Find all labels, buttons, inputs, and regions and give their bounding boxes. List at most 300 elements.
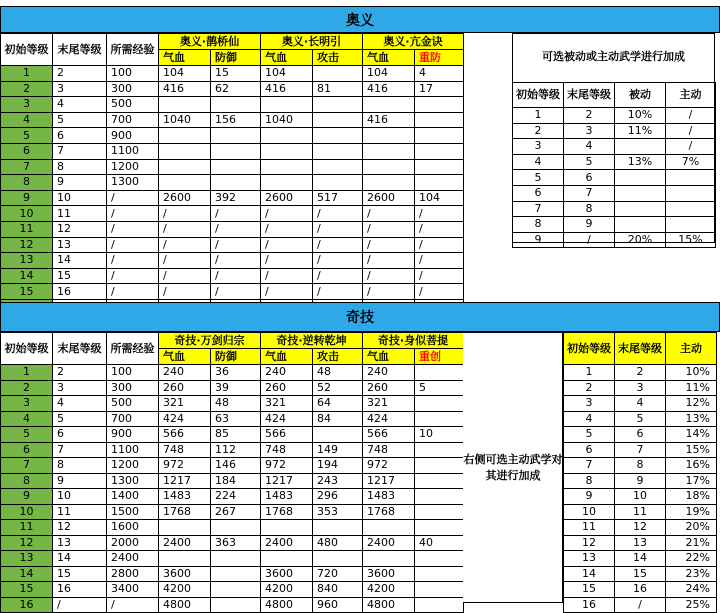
table-cell: / bbox=[261, 206, 313, 222]
table-row bbox=[564, 504, 717, 520]
table-cell: 112 bbox=[211, 442, 261, 458]
subheader: 攻击 bbox=[313, 349, 363, 365]
header-group-1: 奥义·鹊桥仙 bbox=[159, 34, 261, 50]
table-cell: 146 bbox=[211, 458, 261, 474]
table-cell: 12 bbox=[1, 237, 53, 253]
table-cell: 900 bbox=[107, 128, 159, 144]
table-cell: 424 bbox=[261, 411, 313, 427]
table-row bbox=[1, 66, 464, 82]
table-row bbox=[1, 365, 464, 381]
header-end-level: 末尾等级 bbox=[53, 333, 107, 365]
table-cell: 12 bbox=[1, 535, 53, 551]
table-cell: 7 bbox=[53, 143, 107, 159]
table-cell bbox=[615, 170, 666, 186]
table-cell: 13 bbox=[1, 253, 53, 269]
table-cell: 748 bbox=[261, 442, 313, 458]
table-cell: 10 bbox=[1, 206, 53, 222]
table-row bbox=[1, 504, 464, 520]
table-cell bbox=[363, 97, 415, 113]
table-cell: 11 bbox=[564, 520, 615, 536]
table-row bbox=[1, 237, 464, 253]
subheader: 气血 bbox=[159, 50, 211, 66]
table-cell: 2800 bbox=[107, 566, 159, 582]
table-cell bbox=[211, 143, 261, 159]
table-cell: 11 bbox=[615, 504, 666, 520]
table-cell: 14 bbox=[615, 551, 666, 567]
table-cell: 748 bbox=[363, 442, 415, 458]
table-cell bbox=[615, 139, 666, 155]
table-cell: / bbox=[415, 253, 464, 269]
table-cell: / bbox=[313, 221, 363, 237]
table-cell: / bbox=[363, 268, 415, 284]
table-cell: 12 bbox=[564, 535, 615, 551]
table-cell: / bbox=[666, 108, 716, 124]
table-cell bbox=[363, 551, 415, 567]
table-row bbox=[1, 190, 464, 206]
table-cell: 15 bbox=[564, 582, 615, 598]
table-cell: / bbox=[211, 284, 261, 300]
table-cell: 10 bbox=[53, 190, 107, 206]
table-cell: 15% bbox=[666, 442, 717, 458]
table-cell: 4 bbox=[564, 139, 615, 155]
table-cell: 321 bbox=[159, 396, 211, 412]
section-title-top bbox=[0, 6, 720, 33]
side-header: 末尾等级 bbox=[564, 83, 615, 108]
table-cell: 3 bbox=[513, 139, 564, 155]
table-cell: 3 bbox=[53, 380, 107, 396]
table-cell: 700 bbox=[107, 112, 159, 128]
table-cell: 260 bbox=[363, 380, 415, 396]
table-cell: 3600 bbox=[261, 566, 313, 582]
table-cell: 720 bbox=[313, 566, 363, 582]
table-cell: / bbox=[363, 253, 415, 269]
table-cell: 1768 bbox=[363, 504, 415, 520]
table-cell: 4 bbox=[1, 411, 53, 427]
table-cell bbox=[261, 551, 313, 567]
table-cell: 3400 bbox=[107, 582, 159, 598]
table-cell: / bbox=[107, 268, 159, 284]
table-cell bbox=[211, 159, 261, 175]
table-row bbox=[564, 442, 717, 458]
table-cell: 20% bbox=[666, 520, 717, 536]
table-cell: 4 bbox=[1, 112, 53, 128]
table-cell: 6 bbox=[1, 442, 53, 458]
bottom-note: 右侧可选主动武学对其进行加成 bbox=[463, 453, 563, 482]
table-cell: 6 bbox=[53, 128, 107, 144]
table-cell: 4 bbox=[53, 97, 107, 113]
table-row bbox=[564, 458, 717, 474]
table-cell bbox=[159, 551, 211, 567]
table-cell: 21% bbox=[666, 535, 717, 551]
table-cell: 13% bbox=[615, 154, 666, 170]
table-cell: 13% bbox=[666, 411, 717, 427]
table-cell: 15% bbox=[666, 232, 716, 248]
table-cell: / bbox=[159, 268, 211, 284]
table-cell bbox=[313, 159, 363, 175]
table-cell: 1400 bbox=[107, 489, 159, 505]
table-cell: / bbox=[564, 232, 615, 248]
table-cell: 14 bbox=[564, 566, 615, 582]
table-cell bbox=[363, 128, 415, 144]
table-row bbox=[564, 380, 717, 396]
table-cell: 2 bbox=[564, 108, 615, 124]
table-row bbox=[564, 535, 717, 551]
table-cell: 480 bbox=[313, 535, 363, 551]
table-cell: 566 bbox=[363, 427, 415, 443]
table-cell: / bbox=[363, 237, 415, 253]
table-cell: 4 bbox=[53, 396, 107, 412]
table-cell: 11 bbox=[53, 206, 107, 222]
table-cell: 14 bbox=[53, 253, 107, 269]
table-cell: 1300 bbox=[107, 175, 159, 191]
table-cell: 63 bbox=[211, 411, 261, 427]
table-cell: 81 bbox=[313, 81, 363, 97]
header-exp: 所需经验 bbox=[107, 333, 159, 365]
table-cell bbox=[159, 143, 211, 159]
table-cell bbox=[415, 411, 464, 427]
header-group-2: 奥义·长明引 bbox=[261, 34, 363, 50]
table-cell: 9 bbox=[1, 489, 53, 505]
side-header: 初始等级 bbox=[513, 83, 564, 108]
table-cell: 517 bbox=[313, 190, 363, 206]
table-cell: / bbox=[363, 221, 415, 237]
table-cell: 1200 bbox=[107, 458, 159, 474]
table-cell: / bbox=[313, 284, 363, 300]
table-cell: 15 bbox=[53, 268, 107, 284]
table-cell: / bbox=[313, 268, 363, 284]
table-cell: 62 bbox=[211, 81, 261, 97]
table-cell: 85 bbox=[211, 427, 261, 443]
table-cell: 424 bbox=[159, 411, 211, 427]
table-cell: / bbox=[159, 221, 211, 237]
table-cell: 972 bbox=[261, 458, 313, 474]
subheader: 气血 bbox=[363, 349, 415, 365]
table-cell bbox=[666, 170, 716, 186]
table-row bbox=[1, 112, 464, 128]
table-cell: 22% bbox=[666, 551, 717, 567]
table-cell: 1768 bbox=[159, 504, 211, 520]
table-row bbox=[1, 535, 464, 551]
table-row bbox=[1, 143, 464, 159]
table-cell bbox=[363, 159, 415, 175]
table-cell bbox=[615, 185, 666, 201]
table-cell: 8 bbox=[615, 458, 666, 474]
table-cell: 2 bbox=[1, 380, 53, 396]
table-cell bbox=[615, 201, 666, 217]
table-cell: 104 bbox=[159, 66, 211, 82]
table-cell: 7 bbox=[513, 201, 564, 217]
table-cell bbox=[313, 128, 363, 144]
table-cell: 243 bbox=[313, 473, 363, 489]
table-cell: 16 bbox=[53, 284, 107, 300]
table-cell: 7 bbox=[1, 458, 53, 474]
section-title-bottom bbox=[0, 302, 720, 332]
table-cell: 104 bbox=[363, 66, 415, 82]
table-cell: 2400 bbox=[159, 535, 211, 551]
table-cell bbox=[261, 520, 313, 536]
table-cell: 2 bbox=[53, 66, 107, 82]
table-row bbox=[564, 597, 717, 613]
table-cell: 8 bbox=[53, 159, 107, 175]
table-cell: 267 bbox=[211, 504, 261, 520]
table-row bbox=[564, 411, 717, 427]
table-cell: / bbox=[415, 284, 464, 300]
table-cell: 2 bbox=[53, 365, 107, 381]
table-cell: 25% bbox=[666, 597, 717, 613]
header-start-level: 初始等级 bbox=[1, 333, 53, 365]
side-header: 主动 bbox=[666, 333, 717, 365]
table-cell: 240 bbox=[159, 365, 211, 381]
table-cell: 2 bbox=[564, 380, 615, 396]
table-cell: 11% bbox=[666, 380, 717, 396]
bottom-side-table bbox=[563, 332, 717, 613]
table-cell: 416 bbox=[363, 81, 415, 97]
table-cell bbox=[313, 551, 363, 567]
table-cell: 12 bbox=[615, 520, 666, 536]
table-cell: 4 bbox=[415, 66, 464, 82]
table-row bbox=[1, 396, 464, 412]
table-cell: 104 bbox=[415, 190, 464, 206]
table-cell: 960 bbox=[313, 597, 363, 613]
table-cell bbox=[211, 520, 261, 536]
table-cell: 363 bbox=[211, 535, 261, 551]
table-cell: 4200 bbox=[363, 582, 415, 598]
table-cell bbox=[415, 458, 464, 474]
table-cell bbox=[211, 566, 261, 582]
table-cell: 19% bbox=[666, 504, 717, 520]
table-row bbox=[513, 185, 716, 201]
table-cell: 17% bbox=[666, 473, 717, 489]
table-cell: 2400 bbox=[261, 535, 313, 551]
table-cell: 260 bbox=[159, 380, 211, 396]
table-cell: 6 bbox=[615, 427, 666, 443]
table-cell: 100 bbox=[107, 365, 159, 381]
table-row bbox=[564, 520, 717, 536]
table-cell: 8 bbox=[1, 473, 53, 489]
table-cell: 12 bbox=[53, 520, 107, 536]
table-cell: 8 bbox=[513, 217, 564, 233]
table-cell: 321 bbox=[363, 396, 415, 412]
table-cell: 3 bbox=[1, 97, 53, 113]
table-cell: 10% bbox=[615, 108, 666, 124]
table-cell: 24% bbox=[666, 582, 717, 598]
table-cell: 321 bbox=[261, 396, 313, 412]
table-cell: 39 bbox=[211, 380, 261, 396]
table-row bbox=[1, 473, 464, 489]
table-cell: 8 bbox=[564, 473, 615, 489]
table-cell: 3600 bbox=[363, 566, 415, 582]
table-cell: 13 bbox=[1, 551, 53, 567]
table-cell bbox=[211, 128, 261, 144]
table-cell: 1 bbox=[564, 365, 615, 381]
subheader: 气血 bbox=[363, 50, 415, 66]
table-cell bbox=[415, 597, 464, 613]
table-row bbox=[513, 201, 716, 217]
table-cell: 416 bbox=[159, 81, 211, 97]
table-cell: 424 bbox=[363, 411, 415, 427]
table-cell: / bbox=[261, 268, 313, 284]
subheader: 防御 bbox=[211, 50, 261, 66]
table-cell: 2400 bbox=[107, 551, 159, 567]
table-cell: 156 bbox=[211, 112, 261, 128]
table-row bbox=[1, 597, 464, 613]
table-cell: 500 bbox=[107, 97, 159, 113]
table-cell bbox=[666, 201, 716, 217]
table-cell: 7% bbox=[666, 154, 716, 170]
table-cell: 4200 bbox=[261, 582, 313, 598]
table-cell: 14 bbox=[53, 551, 107, 567]
table-cell: 240 bbox=[363, 365, 415, 381]
table-cell: 16% bbox=[666, 458, 717, 474]
table-cell: 300 bbox=[107, 380, 159, 396]
table-cell bbox=[159, 175, 211, 191]
table-cell bbox=[415, 442, 464, 458]
table-cell bbox=[313, 175, 363, 191]
section-title-text: 奥义 bbox=[346, 12, 374, 29]
subheader: 气血 bbox=[261, 349, 313, 365]
table-cell bbox=[666, 217, 716, 233]
table-row bbox=[1, 253, 464, 269]
table-cell: 900 bbox=[107, 427, 159, 443]
table-cell: 300 bbox=[107, 81, 159, 97]
table-cell: / bbox=[53, 597, 107, 613]
table-cell: 4200 bbox=[159, 582, 211, 598]
table-row bbox=[513, 139, 716, 155]
table-cell bbox=[159, 128, 211, 144]
table-cell: 15 bbox=[1, 284, 53, 300]
table-cell: 9 bbox=[53, 473, 107, 489]
table-cell bbox=[415, 582, 464, 598]
table-cell: 16 bbox=[1, 597, 53, 613]
table-cell bbox=[261, 128, 313, 144]
table-row bbox=[1, 520, 464, 536]
table-cell bbox=[415, 489, 464, 505]
table-cell: 14% bbox=[666, 427, 717, 443]
table-cell bbox=[159, 159, 211, 175]
table-cell: / bbox=[666, 139, 716, 155]
subheader: 气血 bbox=[159, 349, 211, 365]
header-exp: 所需经验 bbox=[107, 34, 159, 66]
subheader: 防御 bbox=[211, 349, 261, 365]
table-row bbox=[513, 154, 716, 170]
table-cell bbox=[615, 217, 666, 233]
table-cell: / bbox=[261, 284, 313, 300]
table-cell: 15 bbox=[53, 566, 107, 582]
table-cell: 2000 bbox=[107, 535, 159, 551]
table-cell: 1600 bbox=[107, 520, 159, 536]
table-cell: 4800 bbox=[159, 597, 211, 613]
table-cell bbox=[415, 112, 464, 128]
table-cell: 4800 bbox=[261, 597, 313, 613]
top-main-table bbox=[0, 33, 464, 316]
table-cell: 5 bbox=[1, 128, 53, 144]
table-cell bbox=[313, 520, 363, 536]
table-cell: 566 bbox=[159, 427, 211, 443]
table-row bbox=[564, 566, 717, 582]
table-cell: 260 bbox=[261, 380, 313, 396]
table-cell: 3600 bbox=[159, 566, 211, 582]
table-cell: 500 bbox=[107, 396, 159, 412]
table-row bbox=[1, 284, 464, 300]
table-cell: 10 bbox=[53, 489, 107, 505]
table-cell bbox=[415, 551, 464, 567]
table-row bbox=[1, 159, 464, 175]
table-row bbox=[1, 128, 464, 144]
table-cell: 16 bbox=[615, 582, 666, 598]
table-row bbox=[564, 365, 717, 381]
table-cell: 3 bbox=[564, 396, 615, 412]
table-cell: 12 bbox=[53, 221, 107, 237]
table-row bbox=[1, 458, 464, 474]
side-caption: 可选被动或主动武学进行加成 bbox=[542, 50, 685, 63]
table-cell: 748 bbox=[159, 442, 211, 458]
table-cell: / bbox=[415, 268, 464, 284]
table-cell: 3 bbox=[53, 81, 107, 97]
table-cell bbox=[415, 143, 464, 159]
table-cell: 6 bbox=[564, 170, 615, 186]
table-cell: 36 bbox=[211, 365, 261, 381]
table-cell: 2400 bbox=[363, 535, 415, 551]
table-cell: 1500 bbox=[107, 504, 159, 520]
table-cell bbox=[666, 185, 716, 201]
table-cell: 2600 bbox=[261, 190, 313, 206]
table-cell: 10 bbox=[415, 427, 464, 443]
table-cell: 12% bbox=[666, 396, 717, 412]
table-cell bbox=[415, 128, 464, 144]
header-group-3: 奇技·身似菩提 bbox=[363, 333, 464, 349]
table-cell: 23% bbox=[666, 566, 717, 582]
table-cell: 11 bbox=[1, 221, 53, 237]
table-cell: 4 bbox=[513, 154, 564, 170]
table-cell: 2600 bbox=[159, 190, 211, 206]
table-row bbox=[513, 123, 716, 139]
table-cell: 7 bbox=[53, 442, 107, 458]
table-cell: 8 bbox=[53, 458, 107, 474]
table-cell: 40 bbox=[415, 535, 464, 551]
table-cell: / bbox=[415, 237, 464, 253]
table-cell: 13 bbox=[564, 551, 615, 567]
table-cell: 48 bbox=[211, 396, 261, 412]
table-cell bbox=[415, 97, 464, 113]
table-cell bbox=[211, 597, 261, 613]
table-cell: / bbox=[107, 284, 159, 300]
subheader: 重创 bbox=[415, 349, 464, 365]
table-row bbox=[1, 427, 464, 443]
table-row bbox=[1, 81, 464, 97]
table-cell: 1300 bbox=[107, 473, 159, 489]
table-cell bbox=[415, 566, 464, 582]
table-cell: 9 bbox=[53, 175, 107, 191]
table-cell: 5 bbox=[415, 380, 464, 396]
table-cell: 64 bbox=[313, 396, 363, 412]
table-cell: 296 bbox=[313, 489, 363, 505]
subheader: 重防 bbox=[415, 50, 464, 66]
table-cell: 5 bbox=[513, 170, 564, 186]
table-row bbox=[564, 396, 717, 412]
table-cell: / bbox=[261, 221, 313, 237]
table-cell bbox=[261, 143, 313, 159]
table-row bbox=[564, 489, 717, 505]
table-cell: 13 bbox=[53, 237, 107, 253]
table-cell bbox=[415, 365, 464, 381]
table-cell bbox=[415, 504, 464, 520]
table-cell: 14 bbox=[1, 268, 53, 284]
table-cell: 5 bbox=[615, 411, 666, 427]
table-cell: / bbox=[615, 597, 666, 613]
table-cell: 3 bbox=[1, 396, 53, 412]
table-cell: 15 bbox=[615, 566, 666, 582]
table-cell: 1217 bbox=[363, 473, 415, 489]
